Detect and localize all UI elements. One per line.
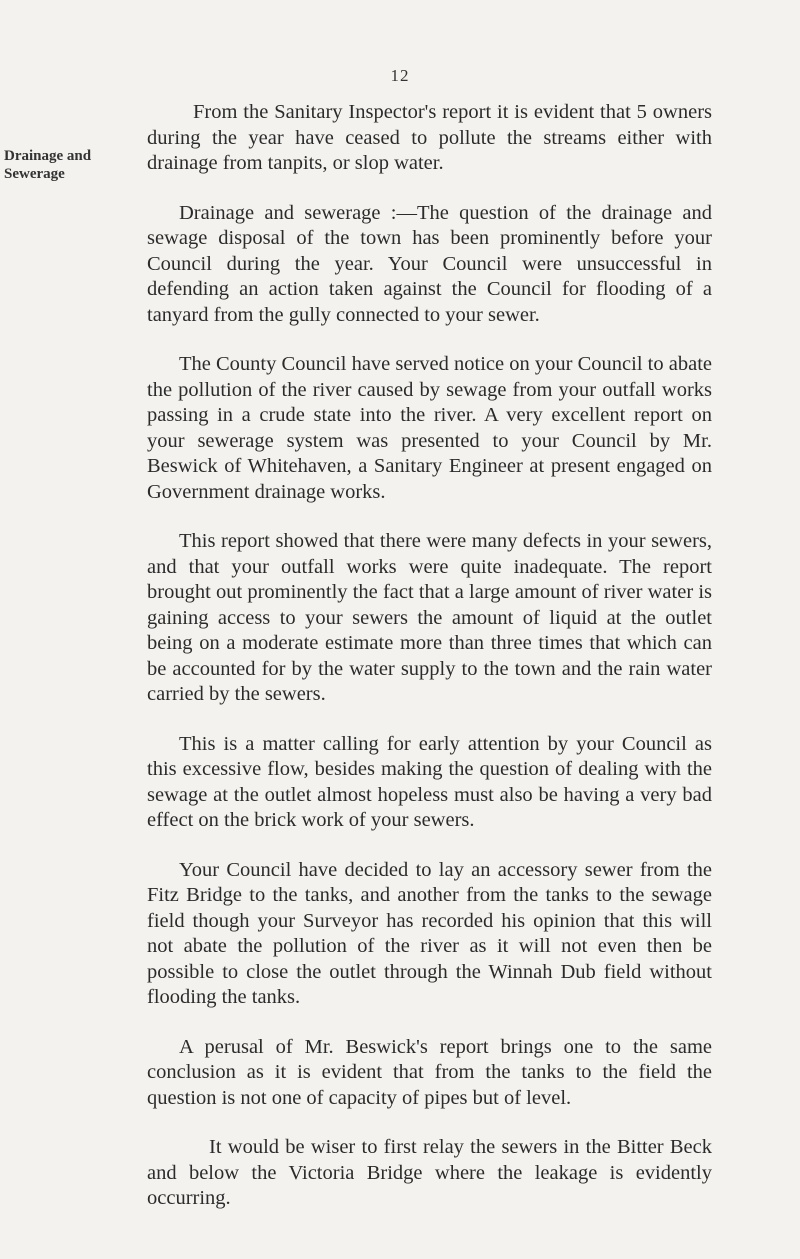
page-number: 12 bbox=[390, 66, 410, 85]
paragraph-sanitary-inspector: From the Sanitary Inspector's report it is evident that 5 owners during the year have ceased to pollute the streams either with drainage from tanpits, or slop water. bbox=[147, 101, 712, 174]
paragraph-relay-sewers: It would be wiser to first relay the sewers in the Bitter Beck and below the Victoria Bridge where the leakage is evidently occurring. bbox=[147, 1136, 712, 1209]
paragraph-report-defects: This report showed that there were many defects in your sewers, and that your outfall works were quite inadequate. The report brought out prominently the fact that a large amount of river water is gaining access to your sewers the amount of liquid at the outlet being on a moderate estimate more than three times that which can be accounted for by the water supply to the town and the rain water carried by the sewers. bbox=[147, 530, 712, 705]
paragraph-drainage-sewerage: Drainage and sewerage :—The question of the drainage and sewage disposal of the town has been prominently before your Council during the year. Your Council were unsuccessful in defending an action taken against the Council for flooding of a tanyard from the gully connected to your sewer. bbox=[147, 201, 712, 326]
paragraph-county-council: The County Council have served notice on your Council to abate the pollution of the river caused by sewage from your outfall works passing in a crude state into the river. A very excellent report on your sewerage system was presented to your Council by Mr. Beswick of Whitehaven, a Sanitary Engineer at present engaged on Government drainage works. bbox=[147, 353, 712, 503]
margin-heading-drainage-sewerage: Drainage and Sewerage bbox=[4, 148, 92, 182]
paragraph-early-attention: This is a matter calling for early attention by your Council as this excessive flow, besides making the question of dealing with the sewage at the outlet almost hopeless must also be having a very bad effect on the brick work of your sewers. bbox=[147, 732, 712, 831]
paragraph-perusal: A perusal of Mr. Beswick's report brings one to the same conclusion as it is evident that from the tanks to the field the question is not one of capacity of pipes but of level. bbox=[147, 1035, 712, 1109]
body-text bbox=[147, 100, 712, 1236]
paragraph-accessory-sewer: Your Council have decided to lay an accessory sewer from the Fitz Bridge to the tanks, and another from the tanks to the sewage field though your Surveyor has recorded his opinion that this will not abate the pollution of the river as it will not even then be possible to close the outlet through the Winnah Dub field without flooding the tanks. bbox=[147, 858, 712, 1008]
